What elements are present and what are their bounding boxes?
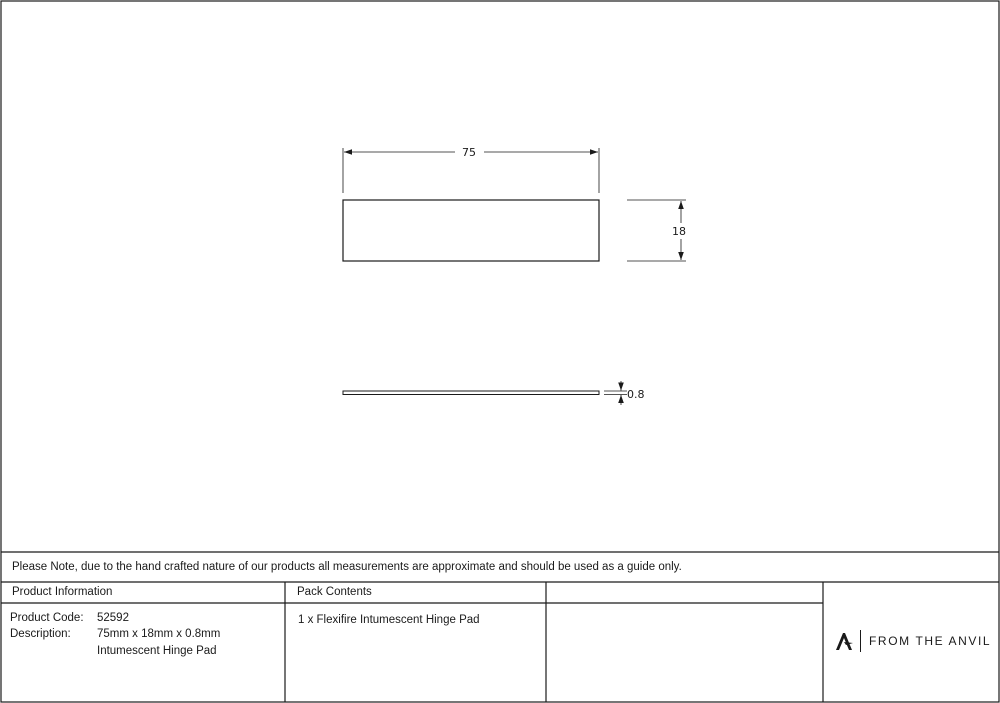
description-label: Description:: [10, 628, 71, 640]
width-dimension: [627, 200, 686, 261]
brand-separator: [860, 630, 861, 652]
product-code-value: 52592: [97, 612, 129, 624]
pad-side-view: [343, 391, 599, 395]
anvil-a-logo-icon: [834, 630, 854, 652]
brand-name: FROM THE ANVIL: [869, 634, 992, 648]
product-code-label: Product Code:: [10, 612, 84, 624]
product-information-heading: Product Information: [12, 586, 113, 598]
length-dimension-label: 75: [462, 146, 476, 159]
pad-top-view: [343, 200, 599, 261]
pack-contents-heading: Pack Contents: [297, 586, 372, 598]
width-dimension-label: 18: [672, 225, 686, 238]
thickness-dimension-label: 0.8: [627, 388, 645, 401]
length-dimension: [343, 146, 599, 193]
measurement-note: Please Note, due to the hand crafted nature of our products all measurements are approximate and should be used as a guide only.: [12, 561, 682, 573]
description-value: 75mm x 18mm x 0.8mm Intumescent Hinge Pad: [97, 628, 221, 657]
sheet-border: [1, 1, 999, 702]
thickness-dimension: [604, 381, 645, 405]
pack-contents-item: 1 x Flexifire Intumescent Hinge Pad: [298, 614, 480, 626]
brand-block: [834, 630, 991, 652]
